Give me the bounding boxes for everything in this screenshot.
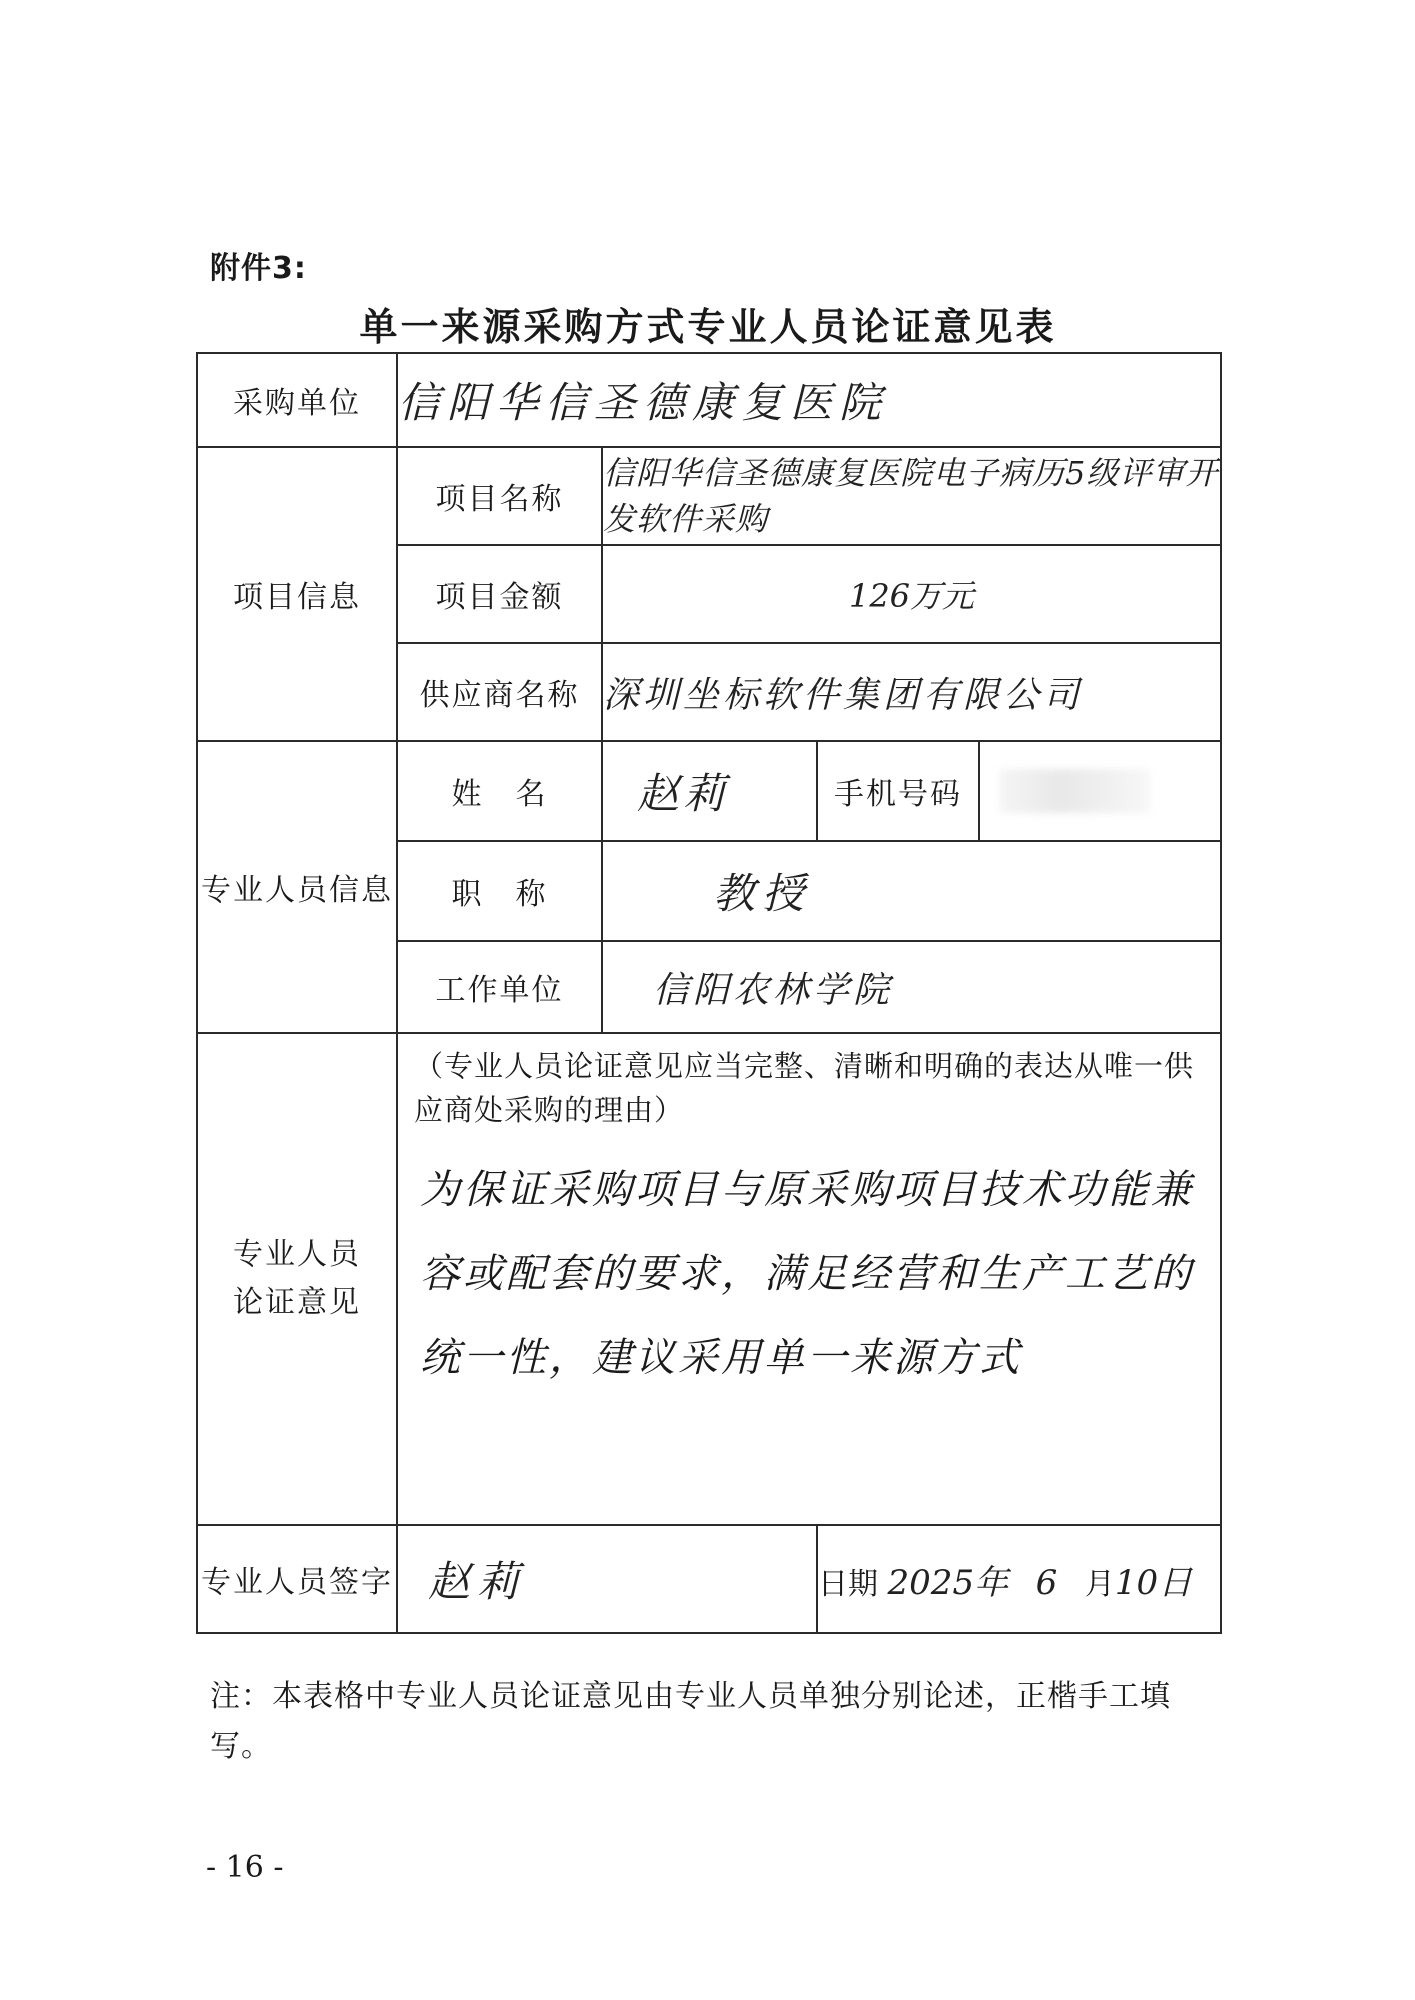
expert-title-value: 教授 (602, 841, 1221, 941)
date-prefix: 日期 (818, 1566, 878, 1602)
purchaser-label: 采购单位 (197, 353, 397, 447)
date-cell (817, 1525, 1221, 1633)
purchaser-row (197, 353, 1221, 447)
date-year: 2025年 (887, 1562, 1009, 1603)
date-day: 10日 (1114, 1562, 1193, 1603)
supplier-value: 深圳坐标软件集团有限公司 (602, 643, 1221, 741)
date-month-unit: 月 (1084, 1566, 1115, 1602)
signature-row (197, 1525, 1221, 1633)
expert-name-row (197, 741, 1221, 841)
project-info-label: 项目信息 (197, 447, 397, 741)
project-amount-label: 项目金额 (397, 545, 602, 643)
supplier-label: 供应商名称 (397, 643, 602, 741)
project-amount-value: 126万元 (602, 545, 1221, 643)
mobile-value-redacted (979, 741, 1221, 841)
project-name-label: 项目名称 (397, 447, 602, 545)
argument-opinion-form (196, 352, 1222, 1634)
footnote: 注：本表格中专业人员论证意见由专业人员单独分别论述，正楷手工填写。 (210, 1679, 1171, 1764)
opinion-row (197, 1033, 1221, 1525)
mobile-label: 手机号码 (817, 741, 979, 841)
date-month: 6 (1035, 1562, 1058, 1603)
signature-label: 专业人员签字 (197, 1525, 397, 1633)
expert-title-label: 职 称 (397, 841, 602, 941)
signature-value: 赵莉 (397, 1525, 817, 1633)
attachment-label: 附件3: (210, 251, 307, 286)
page-number: - 16 - (206, 1850, 284, 1885)
project-name-value: 信阳华信圣德康复医院电子病历5级评审开发软件采购 (602, 447, 1221, 545)
expert-workplace-value: 信阳农林学院 (602, 941, 1221, 1033)
opinion-instruction: （专业人员论证意见应当完整、清晰和明确的表达从唯一供应商处采购的理由） (414, 1049, 1195, 1127)
expert-name-label: 姓 名 (397, 741, 602, 841)
redaction-blur (1000, 769, 1150, 813)
project-name-row (197, 447, 1221, 545)
opinion-text: 为保证采购项目与原采购项目技术功能兼容或配套的要求，满足经营和生产工艺的统一性，建议采用单一来源方式 (420, 1167, 1194, 1381)
expert-name-value: 赵莉 (602, 741, 817, 841)
expert-workplace-label: 工作单位 (397, 941, 602, 1033)
purchaser-value: 信阳华信圣德康复医院 (397, 353, 1221, 447)
opinion-cell (397, 1033, 1221, 1525)
expert-info-label: 专业人员信息 (197, 741, 397, 1033)
form-title: 单一来源采购方式专业人员论证意见表 (359, 304, 1057, 349)
opinion-label: 专业人员 论证意见 (197, 1033, 397, 1525)
